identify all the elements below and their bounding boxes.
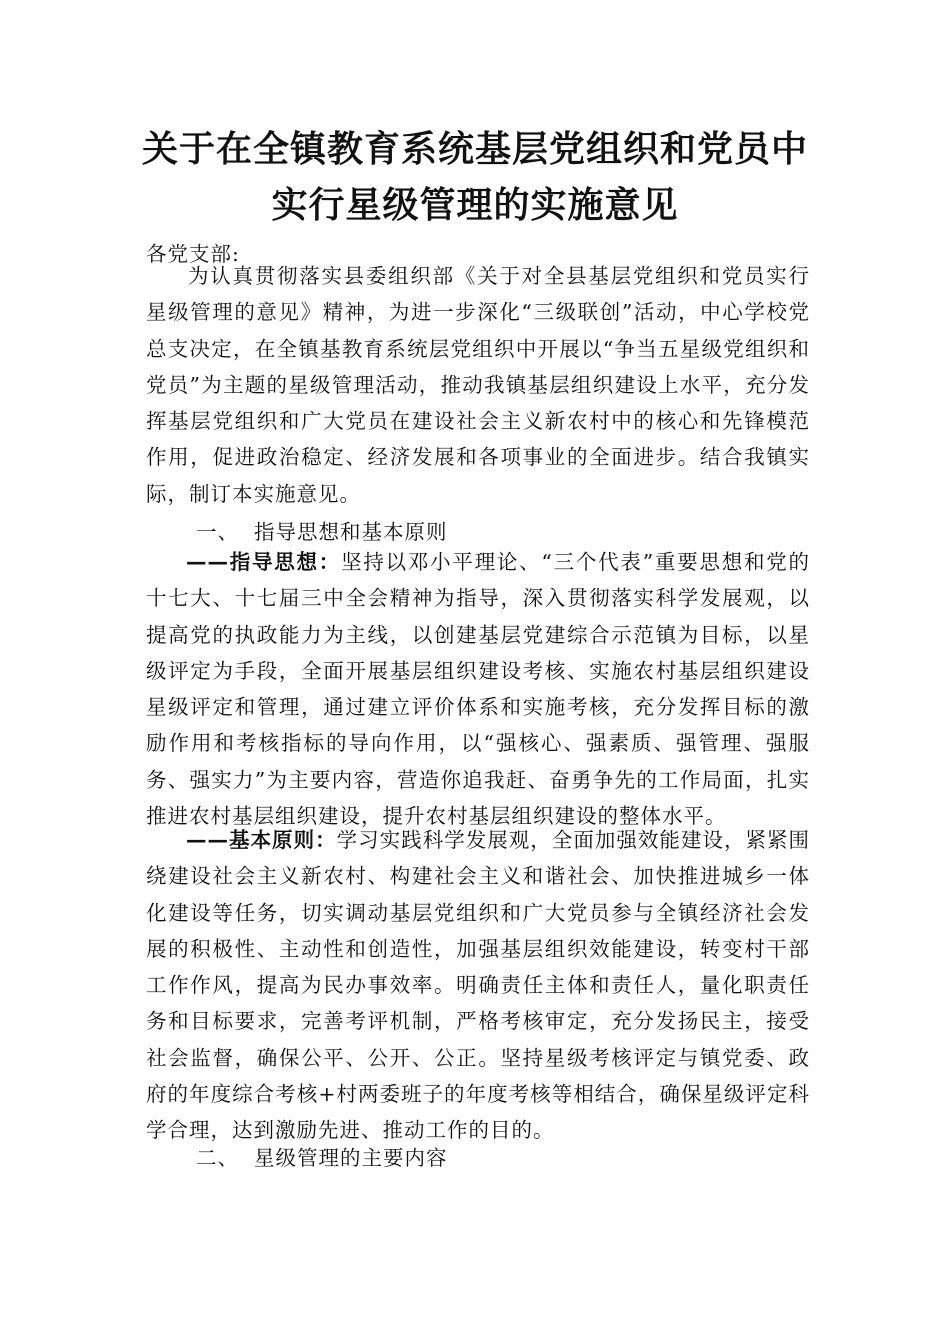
document-title-line-2: 实行星级管理的实施意见: [271, 185, 679, 226]
intro-paragraph: 为认真贯彻落实县委组织部《关于对全县基层党组织和党员实行星级管理的意见》精神，为进一步深化“三级联创”活动，中心学校党总支决定，在全镇基教育系统层党组织中开展以“争当五星级党组织和党员”为主题的星级管理活动，推动我镇基层组织建设上水平，充分发挥基层党组织和广大党员在建设社会主义新农村中的核心和先锋模范作用，促进政治稳定、经济发展和各项事业的全面进步。结合我镇实际，制订本实施意见。: [146, 264, 810, 506]
section-1-title: 指导思想和基本原则: [254, 520, 448, 544]
section-2-heading: [196, 1140, 448, 1176]
section-2-title: 星级管理的主要内容: [254, 1146, 448, 1170]
salutation: 各党支部:: [146, 242, 240, 266]
basic-principles-text: 学习实践科学发展观，全面加强效能建设，紧紧围绕建设社会主义新农村、构建社会主义和谐社会、加快推进城乡一体化建设等任务，切实调动基层党组织和广大党员参与全镇经济社会发展的积极性、主动性和创造性，加强基层组织效能建设，转变村干部工作作风，提高为民办事效率。明确责任主体和责任人，量化职责任务和目标要求，完善考评机制，严格考核审定，充分发扬民主，接受社会监督，确保公平、公开、公正。坚持星级考核评定与镇党委、政府的年度综合考核+村两委班子的年度考核等相结合，确保星级评定科学合理，达到激励先进、推动工作的目的。: [146, 828, 811, 1143]
document-title-line-1: 关于在全镇教育系统基层党组织和党员中: [141, 129, 808, 170]
basic-principles-lead: ——基本原则：: [186, 828, 337, 852]
section-1-number: 一、: [196, 520, 239, 544]
guiding-ideology-text: 坚持以邓小平理论、“三个代表”重要思想和党的十七大、十七届三中全会精神为指导，深入贯彻落实科学发展观，以提高党的执政能力为主线，以创建基层党建综合示范镇为目标，以星级评定为手段，全面开展基层组织建设考核、实施农村基层组织建设星级评定和管理，通过建立评价体系和实施考核，充分发挥目标的激励作用和考核指标的导向作用，以“强核心、强素质、强管理、强服务、强实力”为主要内容，营造你追我赶、奋勇争先的工作局面，扎实推进农村基层组织建设，提升农村基层组织建设的整体水平。: [146, 550, 810, 829]
basic-principles-paragraph: [146, 822, 810, 1149]
section-2-number: 二、: [196, 1146, 239, 1170]
guiding-ideology-paragraph: [146, 544, 810, 834]
guiding-ideology-lead: ——指导思想：: [186, 550, 342, 574]
